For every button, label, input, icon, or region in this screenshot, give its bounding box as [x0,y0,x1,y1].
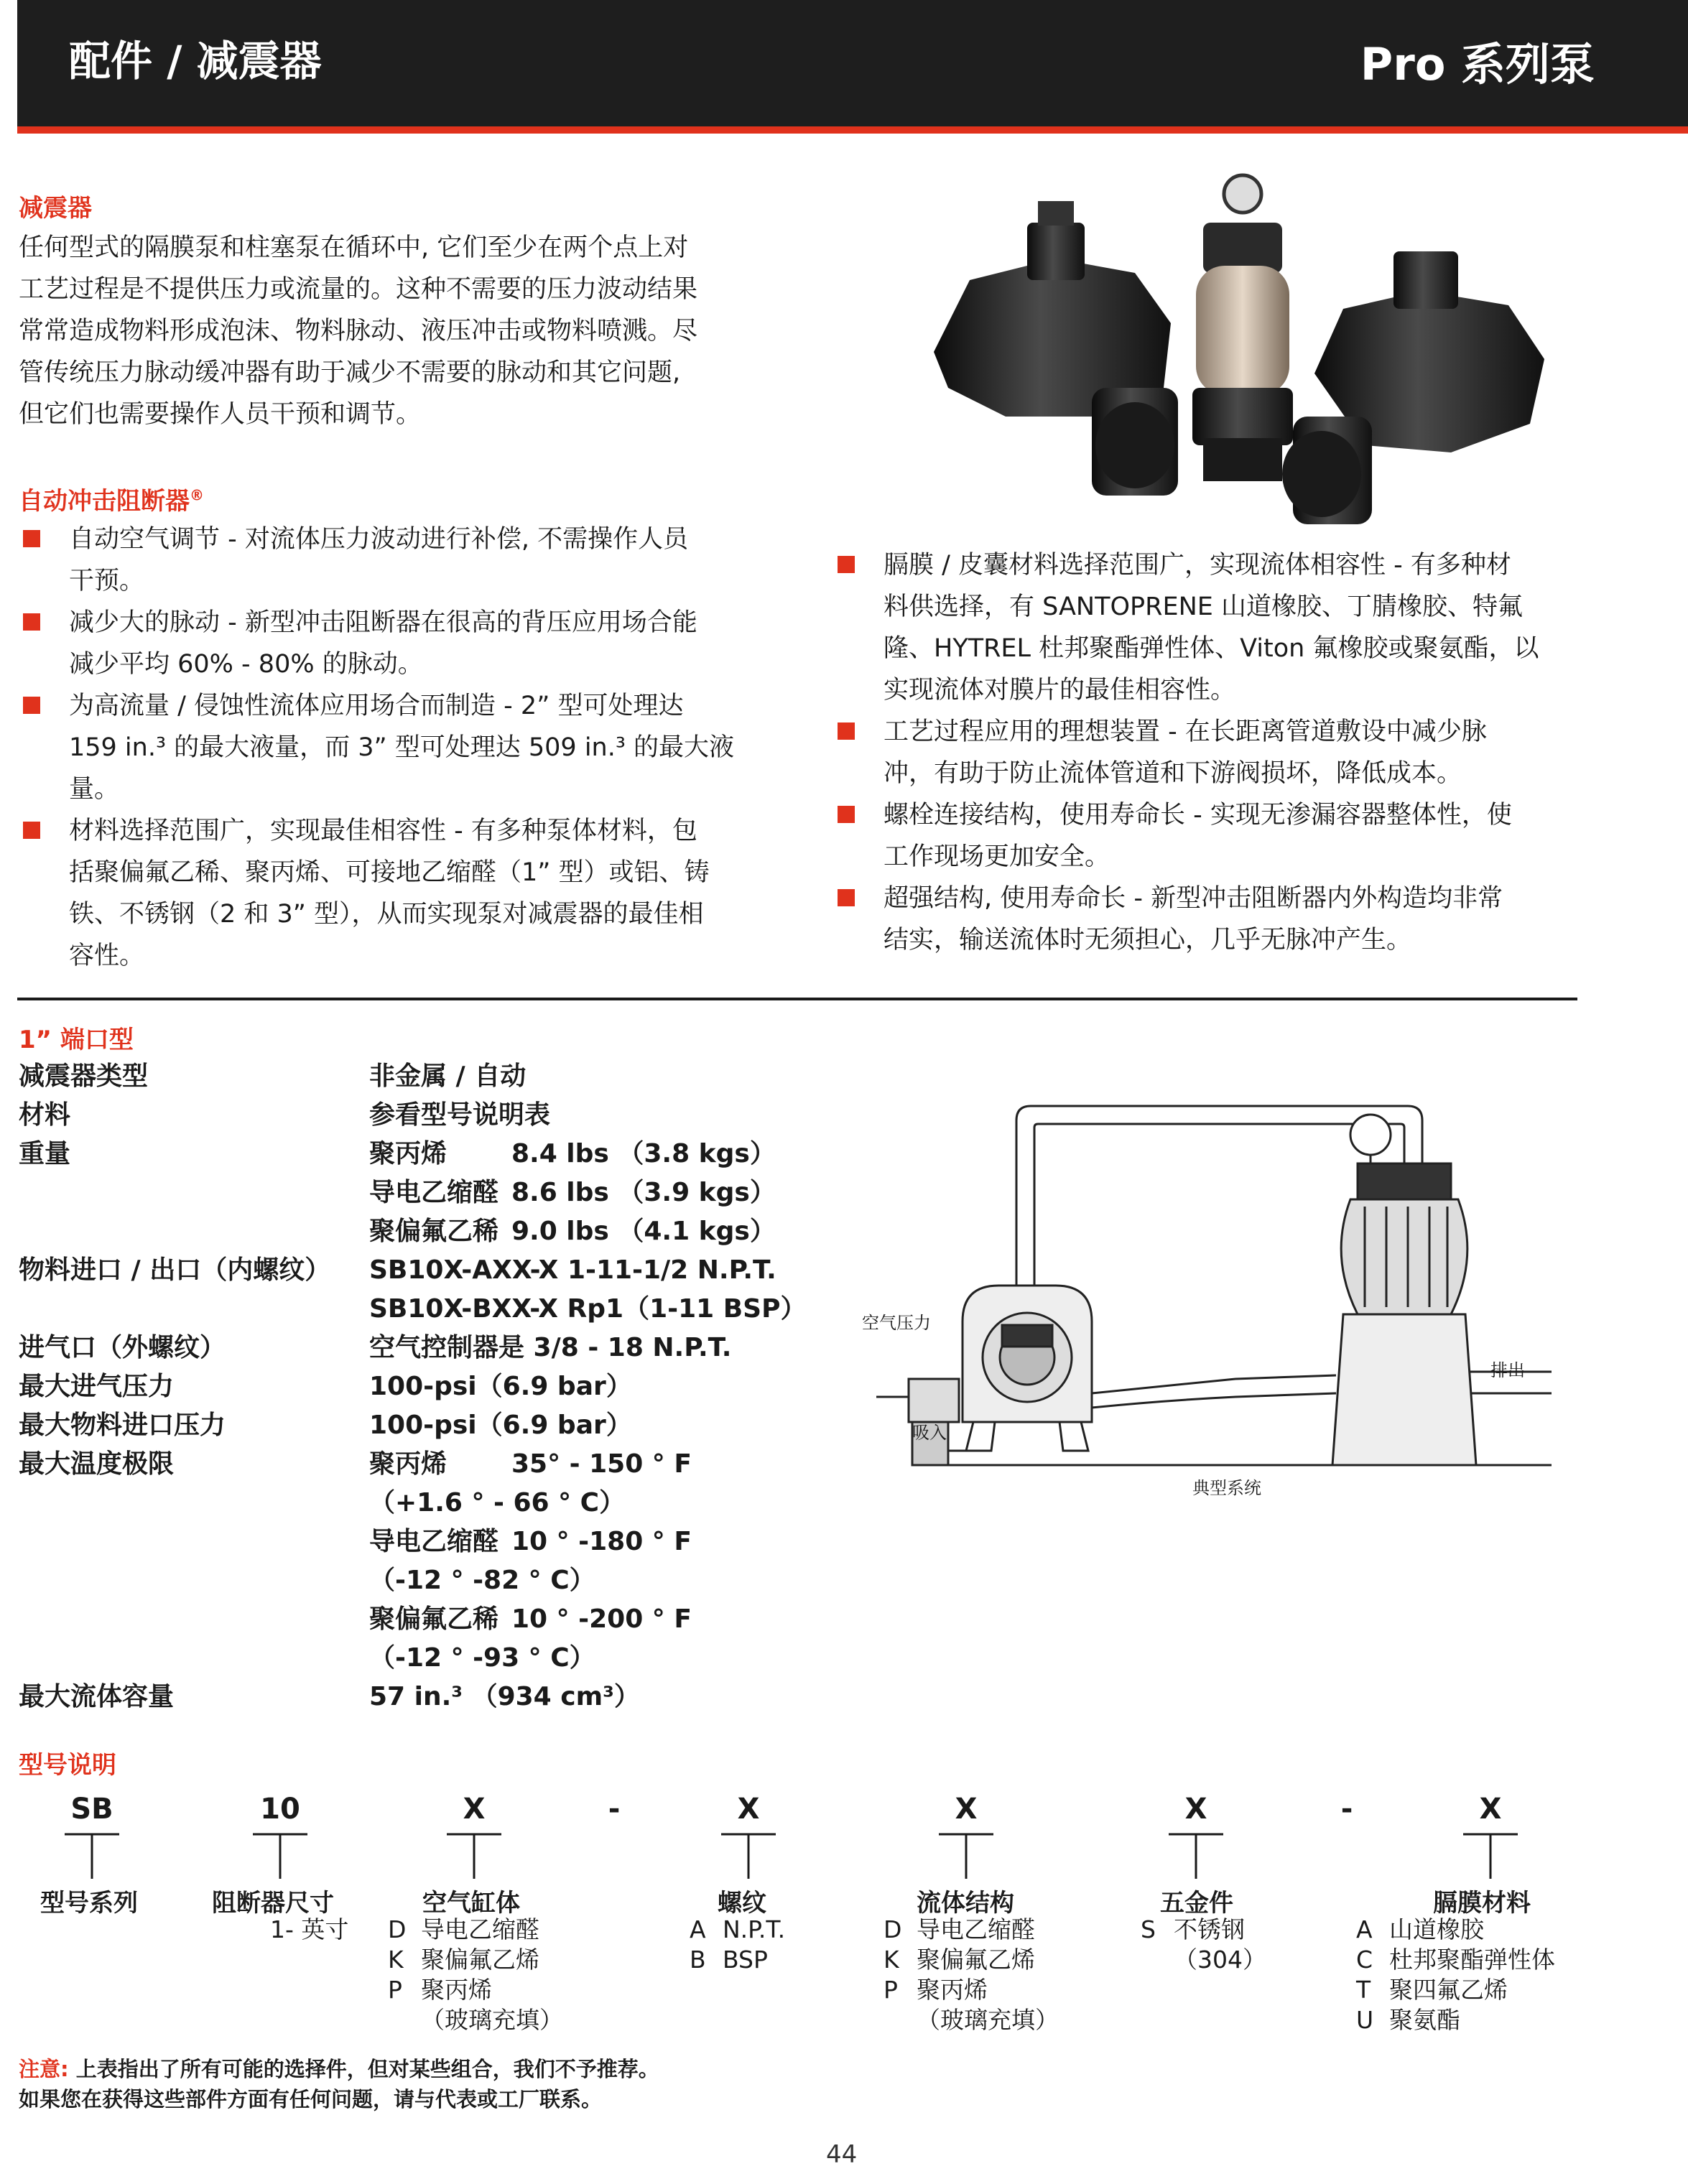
feature-item [19,685,780,810]
spec-material: 导电乙缩醛 [369,1178,499,1207]
option-code: D [388,1915,407,1943]
feature-line: 螺栓连接结构，使用寿命长 - 实现无渗漏容器整体性，使 [884,801,1512,830]
right-feature-list [833,544,1595,961]
spec-value [369,1367,632,1406]
model-column-title: 五金件 [1160,1889,1233,1918]
model-column-title: 型号系列 [40,1889,138,1918]
spec-value-text: 100-psi（6.9 bar） [369,1372,632,1401]
feature-line: 超强结构, 使用寿命长 - 新型冲击阻断器内外构造均非常 [884,884,1503,913]
spec-value [369,1057,526,1096]
spec-value [369,1523,692,1561]
model-code-letter: SB [70,1793,113,1826]
option-code: S [1141,1915,1156,1943]
spec-material: 聚丙烯 [369,1449,447,1479]
model-code-letter: X [1184,1793,1207,1826]
discharge-label: 排出 [1490,1360,1525,1380]
spec-value-text: 100-psi（6.9 bar） [369,1411,632,1440]
model-option [690,1945,785,1975]
model-code-letter: X [1479,1793,1502,1826]
bullet-square-icon [838,806,855,823]
option-label: 杜邦聚酯弹性体 [1389,1946,1555,1974]
option-label: 山道橡胶 [1389,1915,1484,1943]
series-title: Pro 系列泵 [1360,38,1595,90]
product-photo [919,172,1609,531]
option-code: A [690,1915,706,1943]
feature-item [19,810,780,977]
code-bracket-line [1462,1831,1519,1885]
option-code: T [1356,1976,1371,2004]
feature-line: 减少平均 60% - 80% 的脉动。 [69,650,423,679]
feature-line: 为高流量 / 侵蚀性流体应用场合而制造 - 2” 型可处理达 [69,692,684,720]
option-label: 聚偏氟乙烯 [917,1946,1035,1974]
feature-line: 干预。 [69,567,145,595]
option-code: D [884,1915,902,1943]
intro-line: 工艺过程是不提供压力或流量的。这种不需要的压力波动结果 [19,275,698,304]
model-code-letter: 10 [260,1793,300,1826]
model-option [884,2005,1059,2035]
option-label: 聚四氟乙烯 [1389,1976,1508,2004]
spec-key: 最大进气压力 [19,1372,175,1401]
model-code-letter: X [737,1793,760,1826]
option-label: （玻璃充填） [421,2006,563,2034]
diagram-caption: 典型系统 [1192,1478,1261,1498]
bullet-square-icon [838,722,855,740]
model-code-letter: X [463,1793,486,1826]
intro-line: 常常造成物料形成泡沫、物料脉动、液压冲击或物料喷溅。尽 [19,317,698,345]
option-label: 1- 英寸 [270,1915,349,1943]
left-feature-list [19,519,780,977]
spec-value-text: 57 in.³ （934 cm³） [369,1682,640,1711]
spec-value [369,1251,776,1290]
option-label: 不锈钢 [1174,1915,1245,1943]
model-code-letter: - [1340,1793,1353,1826]
spec-value [369,1406,632,1445]
spec-value-text: 9.0 lbs （4.1 kgs） [511,1217,776,1246]
feature-line: 工作现场更加安全。 [884,842,1110,871]
option-code: B [690,1946,706,1974]
feature-line: 冲，有助于防止流体管道和下游阀损坏，降低成本。 [884,759,1462,788]
spec-material: 导电乙缩醛 [369,1527,499,1556]
page-number: 44 [826,2140,858,2169]
model-column-title: 螺纹 [718,1889,766,1918]
feature-line: 量。 [69,775,120,804]
feature-line: 实现流体对膜片的最佳相容性。 [884,676,1236,705]
model-column-title: 膈膜材料 [1433,1889,1531,1918]
code-bracket-line [720,1831,777,1885]
spec-value [369,1174,776,1212]
feature-item [833,711,1595,794]
spec-value-text: SB10X-BXX-X Rp1（1-11 BSP） [369,1294,807,1324]
model-option [884,1975,1059,2005]
feature-line: 铁、不锈钢（2 和 3” 型），从而实现泵对减震器的最佳相 [69,900,704,929]
spec-value [369,1096,550,1135]
option-label: BSP [723,1946,768,1974]
feature-line: 容性。 [69,942,145,970]
feature-line: 自动空气调节 - 对流体压力波动进行补偿, 不需操作人员 [69,525,689,554]
note-label: 注意: [19,2057,69,2081]
spec-value [369,1212,776,1251]
spec-value-text: SB10X-AXX-X 1-11-1/2 N.P.T. [369,1255,776,1285]
note-line-2: 如果您在获得这些部件方面有任何问题，请与代表或工厂联系。 [19,2087,603,2111]
typical-system-diagram [833,1092,1623,1501]
spec-key: 进气口（外螺纹） [19,1333,226,1362]
bullet-square-icon [23,697,40,714]
spec-key: 重量 [19,1139,71,1168]
intro-line: 管传统压力脉动缓冲器有助于减少不需要的脉动和其它问题, [19,358,681,387]
spec-value-text: （-12 ° -82 ° C） [369,1566,595,1595]
spec-value-text: 参看型号说明表 [369,1100,551,1130]
option-code: P [884,1976,898,2004]
model-option [237,1915,348,1945]
spec-value-text: 10 ° -200 ° F [511,1604,692,1634]
spec-value [369,1135,776,1174]
spec-value [369,1445,692,1484]
option-code: C [1356,1946,1373,1974]
model-option [884,1915,1059,1945]
spec-key: 减震器类型 [19,1061,149,1091]
spec-value [369,1329,731,1367]
feature-line: 括聚偏氟乙稀、聚丙烯、可接地乙缩醛（1” 型）或铝、铸 [69,858,710,887]
model-option-list [388,1915,563,2035]
code-bracket-line [937,1831,995,1885]
intro-line: 任何型式的隔膜泵和柱塞泵在循环中, 它们至少在两个点上对 [19,233,689,262]
feature-heading: 自动冲击阻断器® [19,486,204,516]
spec-value [369,1678,640,1716]
spec-value-text: 10 ° -180 ° F [511,1527,692,1556]
option-code: P [388,1976,402,2004]
feature-item [833,544,1595,711]
spec-key: 最大温度极限 [19,1449,175,1479]
note-line-1: 上表指出了所有可能的选择件，但对某些组合，我们不予推荐。 [75,2057,659,2081]
code-bracket-line [1167,1831,1225,1885]
spec-value-text: 非金属 / 自动 [369,1061,527,1091]
feature-item [19,602,780,685]
spec-value-text: 8.4 lbs （3.8 kgs） [511,1139,776,1168]
bullet-square-icon [23,822,40,839]
feature-line: 减少大的脉动 - 新型冲击阻断器在很高的背压应用场合能 [69,608,697,637]
bullet-square-icon [23,613,40,631]
option-code: K [388,1946,404,1974]
option-label: （玻璃充填） [917,2006,1059,2034]
spec-value-text: （-12 ° -93 ° C） [369,1643,595,1673]
spec-value [369,1639,595,1678]
spec-material: 聚偏氟乙稀 [369,1604,499,1634]
model-column-title: 空气缸体 [422,1889,520,1918]
code-bracket-line [63,1831,121,1885]
model-option [1141,1945,1266,1975]
code-bracket-line [251,1831,309,1885]
code-bracket-line [445,1831,503,1885]
feature-line: 料供选择，有 SANTOPRENE 山道橡胶、丁腈橡胶、特氟 [884,593,1524,621]
feature-line: 膈膜 / 皮囊材料选择范围广，实现流体相容性 - 有多种材 [884,551,1511,580]
intro-line: 但它们也需要操作人员干预和调节。 [19,400,422,429]
bullet-square-icon [838,556,855,573]
option-code: K [884,1946,899,1974]
spec-key: 最大物料进口压力 [19,1411,226,1440]
model-option-list [884,1915,1059,2035]
spec-value [369,1561,595,1600]
model-option [1356,2005,1555,2035]
bullet-square-icon [838,889,855,906]
model-option [388,2005,563,2035]
model-option [388,1945,563,1975]
spec-value [369,1290,806,1329]
feature-line: 工艺过程应用的理想装置 - 在长距离管道敷设中减少脉 [884,717,1487,746]
spec-value-text: 35° - 150 ° F [511,1449,692,1479]
feature-item [19,519,780,602]
spec-value-text: （+1.6 ° - 66 ° C） [369,1488,626,1518]
spec-material: 聚丙烯 [369,1139,447,1168]
model-option-list [1141,1915,1266,1975]
model-option [1356,1915,1555,1945]
feature-item [833,794,1595,878]
model-option [690,1915,785,1945]
page-header [17,0,1688,126]
model-code-letter: X [955,1793,978,1826]
feature-line: 159 in.³ 的最大液量，而 3” 型可处理达 509 in.³ 的最大液 [69,733,735,762]
model-heading: 型号说明 [19,1751,116,1780]
option-label: 导电乙缩醛 [421,1915,539,1943]
feature-item [833,878,1595,961]
section-divider [17,998,1577,1000]
footnote [19,2054,659,2114]
spec-value [369,1484,625,1523]
model-option [388,1975,563,2005]
option-code: U [1356,2006,1374,2034]
option-label: 聚氨酯 [1389,2006,1460,2034]
model-option [884,1945,1059,1975]
option-label: 聚丙烯 [917,1976,988,2004]
model-option [388,1915,563,1945]
spec-value-text: 8.6 lbs （3.9 kgs） [511,1178,776,1207]
option-label: N.P.T. [723,1915,786,1943]
feature-line: 结实，输送流体时无须担心，几乎无脉冲产生。 [884,926,1412,954]
section-title: 配件 / 减震器 [69,37,322,85]
model-option-list [1356,1915,1555,2035]
spec-heading: 1” 端口型 [19,1026,134,1054]
model-column-title: 阻断器尺寸 [212,1889,334,1918]
option-label: （304） [1174,1946,1266,1974]
option-label: 导电乙缩醛 [917,1915,1035,1943]
spec-value [369,1600,692,1639]
spec-value-text: 空气控制器是 3/8 - 18 N.P.T. [369,1333,732,1362]
model-option [1356,1975,1555,2005]
model-option-list [237,1915,348,1945]
spec-key: 最大流体容量 [19,1682,175,1711]
model-code-letter: - [608,1793,621,1826]
spec-key: 材料 [19,1100,71,1130]
spec-material: 聚偏氟乙稀 [369,1217,499,1246]
option-label: 聚偏氟乙烯 [421,1946,539,1974]
air-pressure-label: 空气压力 [862,1313,931,1333]
intro-paragraph [19,227,697,435]
intro-heading: 减震器 [19,194,92,223]
option-code: A [1356,1915,1373,1943]
feature-line: 隆、HYTREL 杜邦聚酯弹性体、Viton 氟橡胶或聚氨酯，以 [884,634,1539,663]
option-label: 聚丙烯 [421,1976,492,2004]
bullet-square-icon [23,530,40,547]
model-column-title: 流体结构 [917,1889,1014,1918]
header-accent-bar [17,126,1688,134]
spec-key: 物料进口 / 出口（内螺纹） [19,1255,331,1285]
feature-line: 材料选择范围广，实现最佳相容性 - 有多种泵体材料，包 [69,817,697,845]
model-option [1356,1945,1555,1975]
model-option [1141,1915,1266,1945]
suction-label: 吸入 [912,1423,947,1443]
model-option-list [690,1915,785,1975]
